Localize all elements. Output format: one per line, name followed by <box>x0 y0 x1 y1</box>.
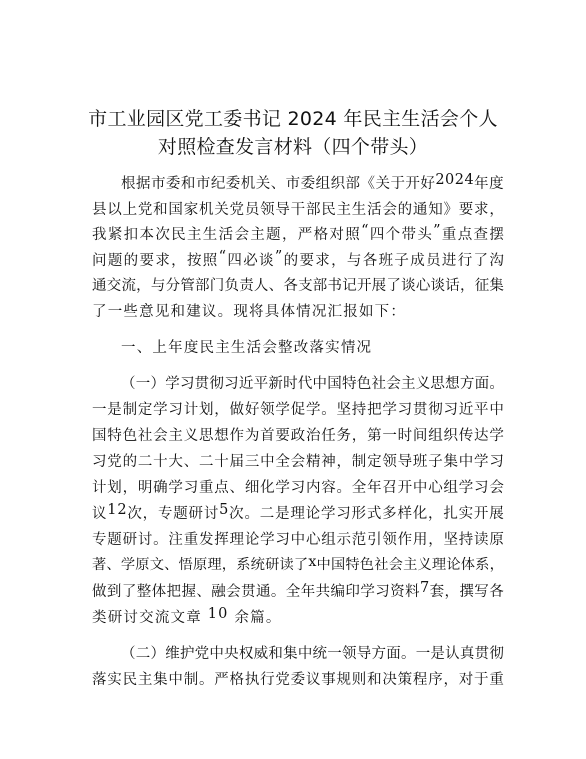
paragraph-line: 落 实 民 主 集 中 制 。 严 格 执 行 党 委 议 事 规 则 和 决 策 程 序 ， 对 于 重 <box>92 672 504 688</box>
paragraph-line: 了 一 些 意 见 和 建 议 。 现 将 具 体 情 况 汇 报 如 下 ： <box>92 304 407 320</box>
paragraph-line: 问 题 的 要 求 ， 按 照 “ 四 必 谈 ” 的 要 求 ， 与 各 班 子 成 员 进 行 了 沟 <box>92 249 504 269</box>
paragraph-line: 议 1 2 次 ， 专 题 研 讨 5 次 。 二 是 理 论 学 习 形 式 多 样 化 ， 扎 实 开 展 <box>92 502 504 522</box>
paragraph-line: 计 划 ， 明 确 学 习 重 点 、 细 化 学 习 内 容 。 全 年 召 开 中 心 组 学 习 会 <box>92 480 504 496</box>
paragraph-line: （ 一 ） 学 习 贯 彻 习 近 平 新 时 代 中 国 特 色 社 会 主 义 思 想 方 面 。 <box>121 376 504 392</box>
paragraph-line: 类 研 讨 交 流 文 章 1 0 余 篇 。 <box>92 606 282 626</box>
paragraph-line: 做 到 了 整 体 把 握 、 融 会 贯 通 。 全 年 共 编 印 学 习 资 料 7 套 ， 撰 写 各 <box>92 580 504 600</box>
document-title-line-2: 对照检查发言材料（四个带头） <box>157 136 429 158</box>
section-heading: 一 、 上 年 度 民 主 生 活 会 整 改 落 实 情 况 <box>121 340 373 356</box>
paragraph-line: （ 二 ） 维 护 党 中 央 权 威 和 集 中 统 一 领 导 方 面 。 一 是 认 真 贯 彻 <box>121 646 504 662</box>
paragraph-line: 习 党 的 二 十 大 、 二 十 届 三 中 全 会 精 神 ， 制 定 领 导 班 子 集 中 学 习 <box>92 454 504 470</box>
paragraph-line: 我 紧 扣 本 次 民 主 生 活 会 主 题 ， 严 格 对 照 “ 四 个 带 头 ” 重 点 查 摆 <box>92 223 504 243</box>
paragraph-line: 一 是 制 定 学 习 计 划 ， 做 好 领 学 促 学 。 坚 持 把 学 习 贯 彻 习 近 平 中 <box>92 402 504 418</box>
paragraph-line: 通 交 流 ， 与 分 管 部 门 负 责 人 、 各 支 部 书 记 开 展 了 谈 心 谈 话 ， 征 集 <box>92 278 504 294</box>
paragraph-line: 著 、 学 原 文 、 悟 原 理 ， 系 统 研 读 了 x 中 国 特 色 社 会 主 义 理 论 体 系 ， <box>92 554 504 573</box>
paragraph-line: 国 特 色 社 会 主 义 思 想 作 为 首 要 政 治 任 务 ， 第 一 时 间 组 织 传 达 学 <box>92 428 504 444</box>
paragraph-line: 县 以 上 党 和 国 家 机 关 党 员 领 导 干 部 民 主 生 活 会 的 通 知 》 要 求 ， <box>92 202 504 218</box>
paragraph-line: 专 题 研 讨 。 注 重 发 挥 理 论 学 习 中 心 组 示 范 引 领 作 用 ， 坚 持 读 原 <box>92 532 504 548</box>
document-title-line-1: 市工业园区党工委书记 2024 年民主生活会个人 <box>88 108 498 130</box>
paragraph-line: 根 据 市 委 和 市 纪 委 机 关 、 市 委 组 织 部 《 关 于 开 好 2 0 2 4 年 度 <box>121 172 504 192</box>
